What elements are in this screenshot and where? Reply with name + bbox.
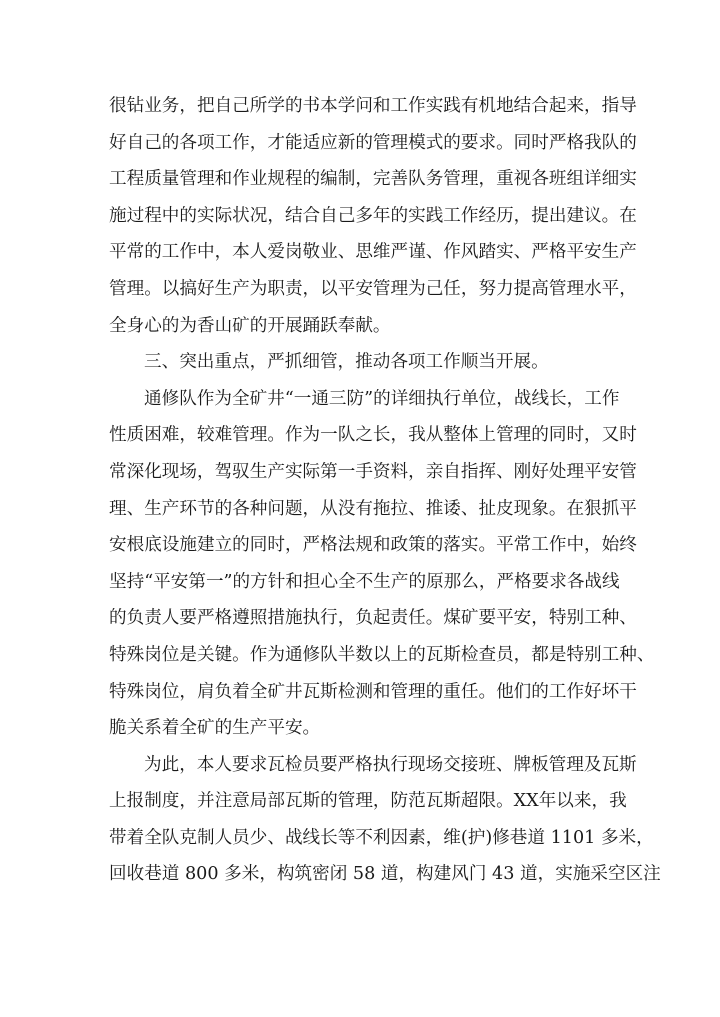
- text-line: 管理。以搞好生产为职责，以平安管理为己任，努力提高管理水平，: [109, 278, 637, 299]
- paragraph: [109, 381, 655, 747]
- body-text: [109, 88, 661, 893]
- text-line: 上报制度，并注意局部瓦斯的管理，防范瓦斯超限。XX年以来，我: [109, 791, 627, 812]
- text-line: 平常的工作中，本人爱岗敬业、思维严谨、作风踏实、严格平安生产: [109, 242, 637, 263]
- text-line: 脆关系着全矿的生产平安。: [109, 718, 321, 739]
- paragraph: [109, 747, 661, 893]
- text-line: 性质困难，较难管理。作为一队之长，我从整体上管理的同时，又时: [109, 425, 637, 446]
- text-line: 特殊岗位，肩负着全矿井瓦斯检测和管理的重任。他们的工作好坏干: [109, 681, 637, 702]
- text-line: 的负责人要严格遵照措施执行，负起责任。煤矿要平安，特别工种、: [109, 608, 637, 629]
- text-line: 施过程中的实际状况，结合自己多年的实践工作经历，提出建议。在: [109, 205, 637, 226]
- text-line: 为此，本人要求瓦检员要严格执行现场交接班、牌板管理及瓦斯: [144, 754, 637, 775]
- text-line: 坚持“平安第一”的方针和担心全不生产的原那么，严格要求各战线: [109, 571, 620, 592]
- text-line: 带着全队克制人员少、战线长等不利因素，维(护)修巷道 1101 多米，: [109, 827, 654, 848]
- text-line: 常深化现场，驾驭生产实际第一手资料，亲自指挥、刚好处理平安管: [109, 461, 637, 482]
- text-line: 全身心的为香山矿的开展踊跃奉献。: [109, 315, 391, 336]
- text-line: 三、突出重点，严抓细管，推动各项工作顺当开展。: [144, 352, 549, 373]
- text-line: 特殊岗位是关键。作为通修队半数以上的瓦斯检查员，都是特别工种、: [109, 644, 655, 665]
- paragraph: [109, 88, 637, 344]
- text-line: 好自己的各项工作，才能适应新的管理模式的要求。同时严格我队的: [109, 132, 637, 153]
- text-line: 安根底设施建立的同时，严格法规和政策的落实。平常工作中，始终: [109, 535, 637, 556]
- text-line: 理、生产环节的各种问题，从没有拖拉、推诿、扯皮现象。在狠抓平: [109, 498, 637, 519]
- text-line: 很钻业务，把自己所学的书本学问和工作实践有机地结合起来，指导: [109, 96, 637, 116]
- paragraph: [109, 344, 619, 381]
- text-line: 通修队作为全矿井“一通三防”的详细执行单位，战线长，工作: [144, 388, 620, 409]
- text-line: 回收巷道 800 多米，构筑密闭 58 道，构建风门 43 道，实施采空区注: [109, 864, 661, 885]
- text-line: 工程质量管理和作业规程的编制，完善队务管理，重视各班组详细实: [109, 169, 637, 190]
